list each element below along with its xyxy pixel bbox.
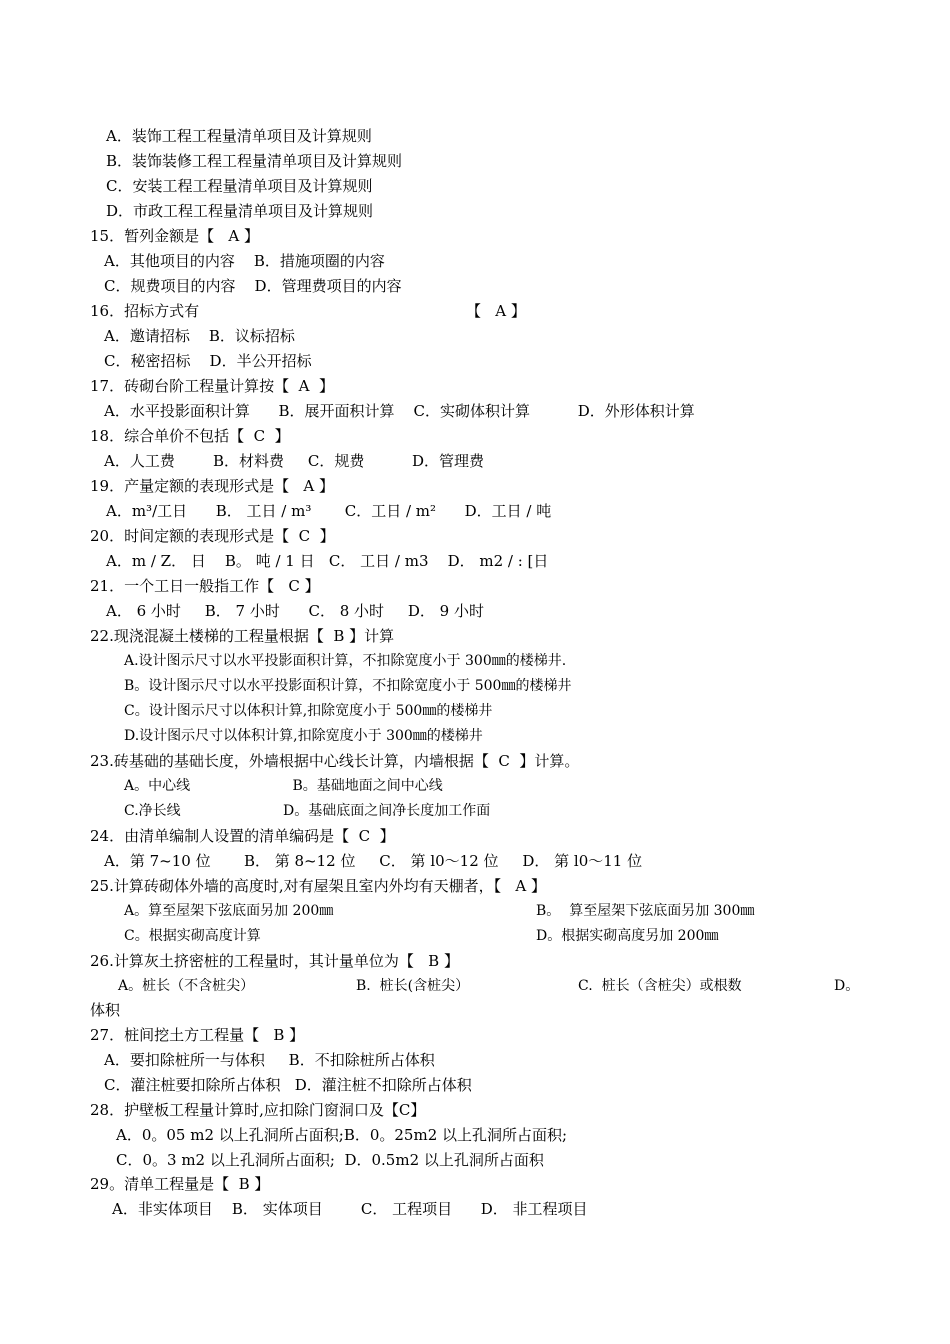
q25-option-d: D。根据实砌高度另加 200㎜ [536,928,719,944]
question-26: 26.计算灰土挤密桩的工程量时，其计量单位为【 B 】 [90,952,459,970]
q17-options: A．水平投影面积计算 B．展开面积计算 C．实砌体积计算 D．外形体积计算 [104,402,695,420]
q22-option-d: D.设计图示尺寸以体积计算,扣除宽度小于 300㎜的楼梯井 [124,728,483,744]
question-19: 19．产量定额的表现形式是【 A 】 [90,477,334,495]
q16-answer: 【 A 】 [466,302,526,320]
q26-option-d: D。 [834,978,860,994]
question-29: 29。清单工程量是【 B 】 [90,1175,270,1193]
q28-options-cd: C．0。3 m2 以上孔洞所占面积; D．0.5m2 以上孔洞所占面积 [116,1151,544,1169]
q14-option-d: D．市政工程工程量清单项目及计算规则 [106,202,374,220]
q20-options: A．m / Z． 日 B。 吨 / 1 日 C． 工日 / m3 D． m2 / : [日 [106,552,549,570]
q22-option-b: B。设计图示尺寸以水平投影面积计算，不扣除宽度小于 500㎜的楼梯井 [124,678,572,694]
q18-options: A．人工费 B．材料费 C．规费 D．管理费 [104,452,485,470]
q25-option-b: B。 算至屋架下弦底面另加 300㎜ [536,903,755,919]
question-17: 17．砖砌台阶工程量计算按【 A 】 [90,377,334,395]
q19-options: A．m³/工日 B． 工日 / m³ C．工日 / m² D．工日 / 吨 [106,502,552,520]
q22-option-a: A.设计图示尺寸以水平投影面积计算，不扣除宽度小于 300㎜的楼梯井. [124,653,567,669]
q28-options-ab: A．0。05 m2 以上孔洞所占面积;B．0。25m2 以上孔洞所占面积; [116,1126,568,1144]
q23-options-ab: A。中心线 B。基础地面之间中心线 [124,778,443,794]
q14-option-a: A．装饰工程工程量清单项目及计算规则 [106,127,372,145]
question-18: 18．综合单价不包括【 C 】 [90,427,290,445]
question-25: 25.计算砖砌体外墙的高度时,对有屋架且室内外均有天棚者，【 A 】 [90,877,547,895]
q16-options-ab: A．邀请招标 B．议标招标 [104,327,295,345]
q25-option-c: C。根据实砌高度计算 [124,928,261,944]
q26-option-d-cont: 体积 [90,1001,121,1019]
question-28: 28．护壁板工程量计算时,应扣除门窗洞口及【C】 [90,1101,426,1119]
q22-option-c: C。设计图示尺寸以体积计算,扣除宽度小于 500㎜的楼梯井 [124,703,493,719]
q24-options: A．第 7~10 位 B． 第 8~12 位 C． 第 l0～12 位 D． 第 l0～11 位 [104,852,643,870]
question-23: 23.砖基础的基础长度，外墙根据中心线长计算，内墙根据【 C 】计算。 [90,752,580,770]
q14-option-c: C．安装工程工程量清单项目及计算规则 [106,177,373,195]
question-27: 27．桩间挖土方工程量【 B 】 [90,1026,305,1044]
q27-options-ab: A．要扣除桩所一与体积 B．不扣除桩所占体积 [104,1051,435,1069]
q21-options: A． 6 小时 B． 7 小时 C． 8 小时 D． 9 小时 [106,602,484,620]
q26-option-c: C. 桩长（含桩尖）或根数 [578,978,742,994]
question-24: 24．由清单编制人设置的清单编码是【 C 】 [90,827,395,845]
q15-options-ab: A．其他项目的内容 B．措施项圈的内容 [104,252,385,270]
q27-options-cd: C．灌注桩要扣除所占体积 D．灌注桩不扣除所占体积 [104,1076,472,1094]
question-20: 20．时间定额的表现形式是【 C 】 [90,527,335,545]
q23-options-cd: C.净长线 D。基础底面之间净长度加工作面 [124,803,491,819]
question-15: 15．暂列金额是【 A 】 [90,227,259,245]
q14-option-b: B．装饰装修工程工程量清单项目及计算规则 [106,152,403,170]
q25-option-a: A。算至屋架下弦底面另加 200㎜ [124,903,334,919]
q15-options-cd: C．规费项目的内容 D．管理费项目的内容 [104,277,402,295]
question-22: 22.现浇混凝土楼梯的工程量根据【 B 】计算 [90,627,395,645]
question-21: 21．一个工日一般指工作【 C 】 [90,577,320,595]
q26-option-b: B. 桩长(含桩尖） [356,978,470,994]
q26-option-a: A。桩长（不含桩尖） [118,978,255,994]
q29-options: A．非实体项目 B． 实体项目 C． 工程项目 D． 非工程项目 [112,1200,588,1218]
question-16: 16．招标方式有 [90,302,200,320]
q16-options-cd: C．秘密招标 D．半公开招标 [104,352,312,370]
